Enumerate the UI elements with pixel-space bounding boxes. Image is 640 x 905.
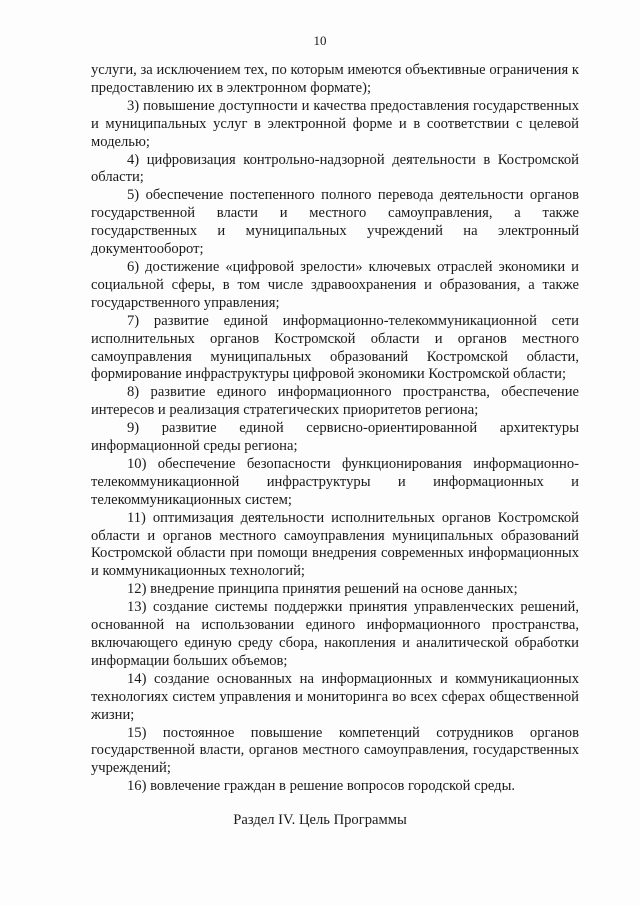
list-item-5: 5) обеспечение постепенного полного перевода деятельности органов государственной власти и местного самоуправления, а также государственных и муниципальных учреждений на электронный документооборот;	[91, 187, 579, 258]
list-item-12: 12) внедрение принципа принятия решений на основе данных;	[127, 581, 518, 598]
list-item-9: 9) развитие единой сервисно-ориентированной архитектуры информационной среды региона;	[91, 420, 579, 455]
list-item-15: 15) постоянное повышение компетенций сотрудников органов государственной власти, органов местного самоуправления, государственных учреждений;	[91, 724, 579, 777]
list-item-14: 14) создание основанных на информационных и коммуникационных технологиях систем управления и мониторинга во всех сферах общественной жизни;	[91, 670, 579, 723]
list-item-13: 13) создание системы поддержки принятия управленческих решений, основанной на использовании единого информационного пространства, включающего единую среду сбора, накопления и аналитической обработки информации больших объемов;	[91, 599, 579, 669]
list-item-4: 4) цифровизация контрольно-надзорной деятельности в Костромской области;	[91, 151, 579, 186]
list-item-10: 10) обеспечение безопасности функционирования информационно-телекоммуникационной инфраструктуры и информационных и телекоммуникационных систем;	[91, 455, 579, 508]
list-item-16: 16) вовлечение граждан в решение вопросов городской среды.	[127, 778, 516, 795]
page-number: 10	[313, 33, 327, 48]
list-item-6: 6) достижение «цифровой зрелости» ключевых отраслей экономики и социальной сферы, в том числе здравоохранения и образования, а также государственного управления;	[91, 258, 579, 311]
list-item-11: 11) оптимизация деятельности исполнительных органов Костромской области и органов местного самоуправления муниципальных образований Костромской области при помощи внедрения современных информационных и коммуникационных технологий;	[91, 509, 579, 580]
body-text	[91, 62, 579, 796]
section-title: Раздел IV. Цель Программы	[233, 812, 407, 828]
list-item-8: 8) развитие единого информационного пространства, обеспечение интересов и реализация стратегических приоритетов региона;	[91, 384, 579, 419]
list-item-3: 3) повышение доступности и качества предоставления государственных и муниципальных услуг в электронной форме и в соответствии с целевой моделью;	[91, 97, 579, 150]
paragraph-continuation: услуги, за исключением тех, по которым имеются объективные ограничения к предоставлению их в электронном формате);	[91, 62, 579, 96]
list-item-7: 7) развитие единой информационно-телекоммуникационной сети исполнительных органов Костромской области и органов местного самоуправления муниципальных образований Костромской области, формирование инфраструктуры цифровой экономики Костромской области;	[91, 312, 579, 383]
